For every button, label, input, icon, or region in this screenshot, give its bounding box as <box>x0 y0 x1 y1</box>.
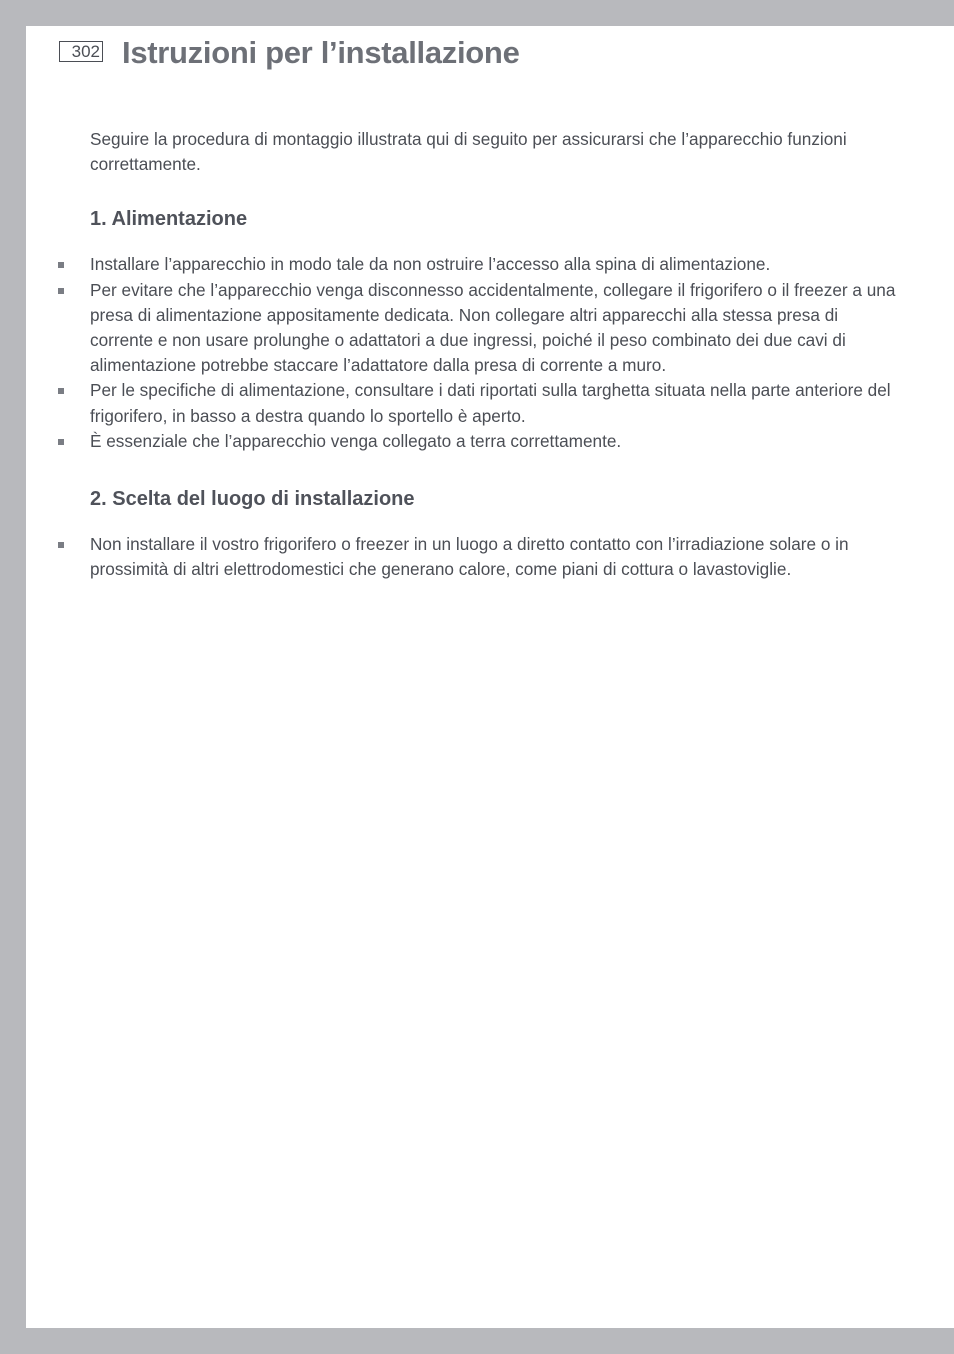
list-item <box>90 252 905 277</box>
list-item-text: Per le specifiche di alimentazione, consultare i dati riportati sulla targhetta situata nella parte anteriore del frigorifero, in basso a destra quando lo sportello è aperto. <box>90 380 891 426</box>
section-heading-alimentazione: 1. Alimentazione <box>90 208 248 231</box>
square-bullet-icon <box>58 439 64 445</box>
intro-paragraph: Seguire la procedura di montaggio illustrata qui di seguito per assicurarsi che l’apparecchio funzioni correttamente. <box>90 129 847 175</box>
page-title: Istruzioni per l’installazione <box>122 35 520 70</box>
square-bullet-icon <box>58 262 64 268</box>
square-bullet-icon <box>58 288 64 294</box>
list-item-text: Non installare il vostro frigorifero o freezer in un luogo a diretto contatto con l’irradiazione solare o in prossimità di altri elettrodomestici che generano calore, come piani di cottura o lavastoviglie. <box>90 534 849 580</box>
square-bullet-icon <box>58 542 64 548</box>
list-item <box>90 278 905 379</box>
list-item-text: È essenziale che l’apparecchio venga collegato a terra correttamente. <box>90 430 622 451</box>
bullet-list-alimentazione <box>90 252 905 454</box>
list-item <box>90 429 905 454</box>
page-number: 302 <box>59 41 103 62</box>
page-content <box>90 127 905 582</box>
list-item <box>90 532 905 582</box>
section-heading-luogo-installazione: 2. Scelta del luogo di installazione <box>90 488 415 511</box>
list-item <box>90 378 905 428</box>
list-item-text: Per evitare che l’apparecchio venga disconnesso accidentalmente, collegare il frigorifero o il freezer a una presa di alimentazione appositamente dedicata. Non collegare altri apparecchi alla stessa presa di corrente e non usare prolunghe o adattatori a due ingressi, poiché il peso combinato dei due cavi di alimentazione potrebbe staccare l’adattatore dalla presa di corrente a muro. <box>90 279 896 376</box>
bullet-list-luogo-installazione <box>90 532 905 582</box>
square-bullet-icon <box>58 388 64 394</box>
list-item-text: Installare l’apparecchio in modo tale da non ostruire l’accesso alla spina di alimentazione. <box>90 254 771 275</box>
document-page <box>26 26 954 1328</box>
